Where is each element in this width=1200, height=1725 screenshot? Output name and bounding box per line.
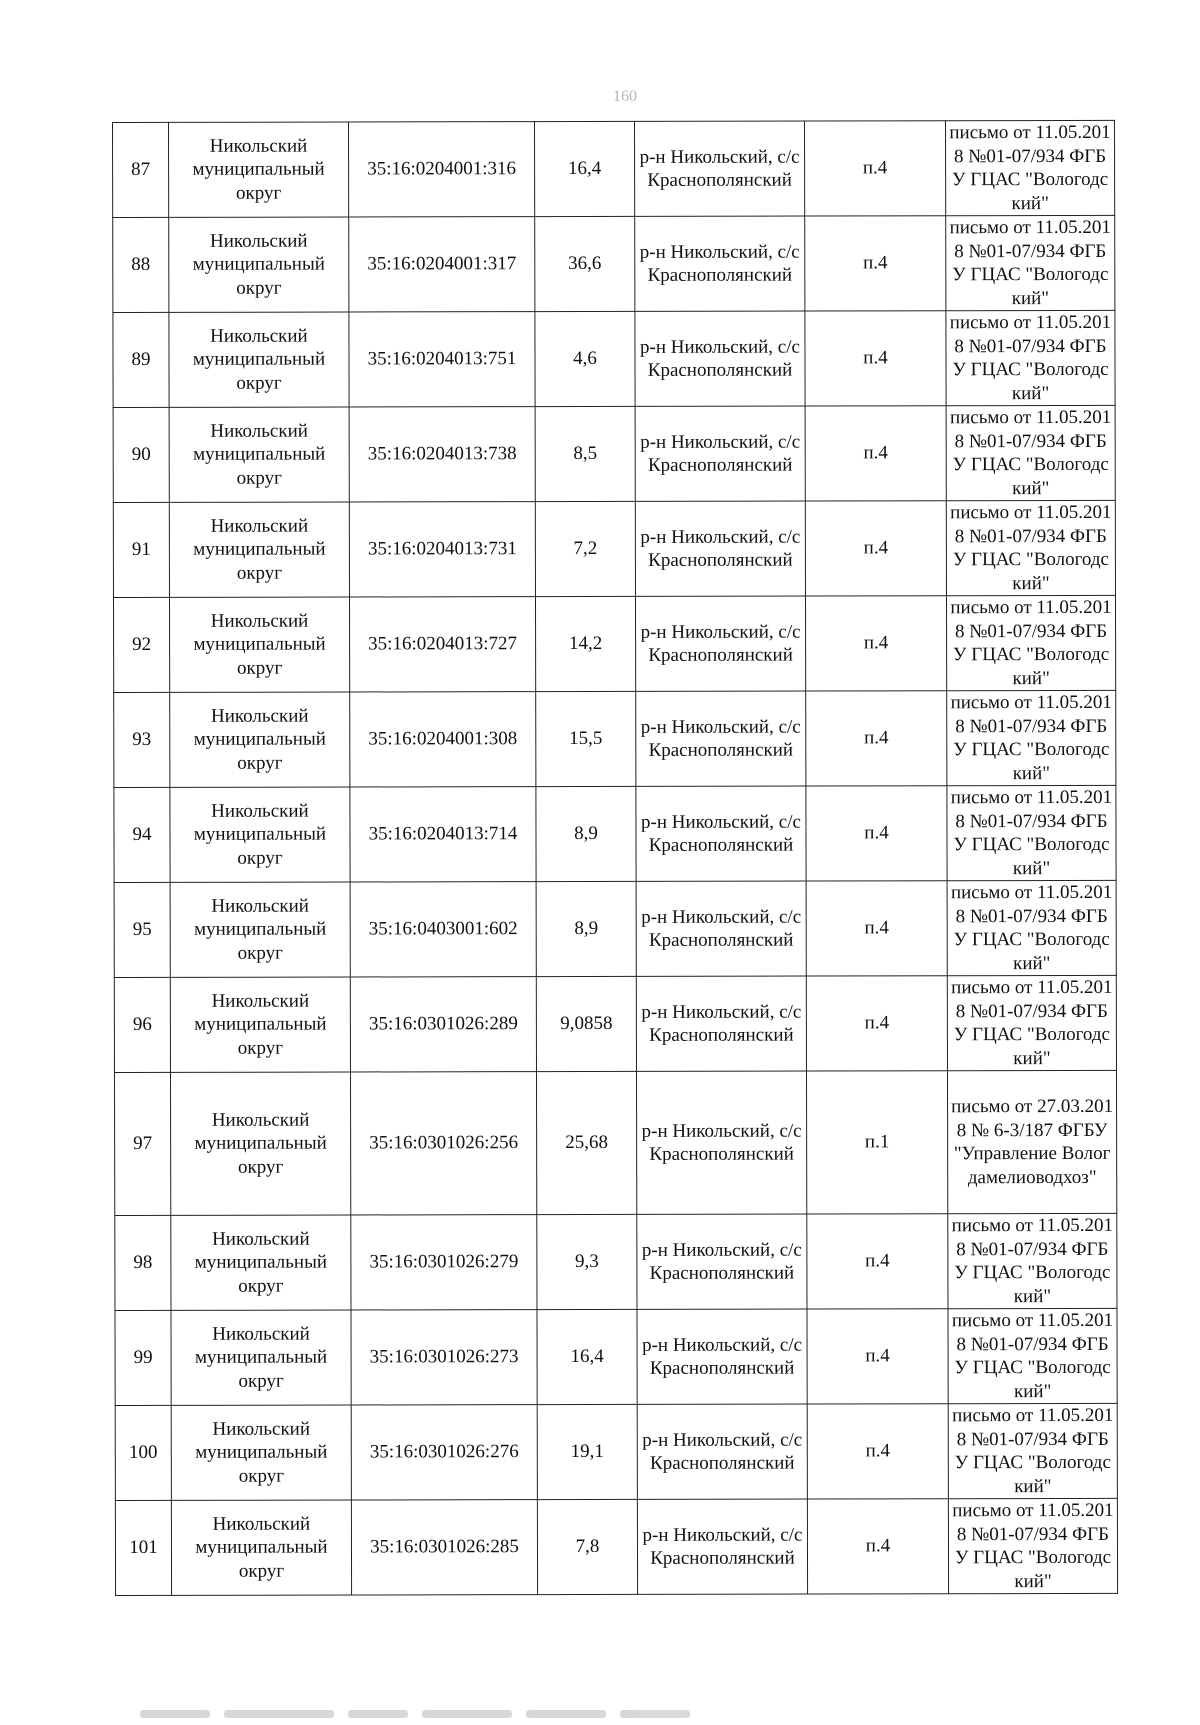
point-cell: п.4 [806, 976, 947, 1071]
row-number: 97 [114, 1072, 170, 1215]
point-cell: п.4 [806, 881, 947, 976]
basis-cell: письмо от 11.05.2018 №01-07/934 ФГБУ ГЦАС "Вологодский" [946, 500, 1115, 595]
basis-cell: письмо от 11.05.2018 №01-07/934 ФГБУ ГЦАС "Вологодский" [948, 1403, 1117, 1498]
table-row [113, 120, 1115, 217]
location-cell: р-н Никольский, с/с Краснополянский [637, 1404, 807, 1499]
location-cell: р-н Никольский, с/с Краснополянский [634, 121, 804, 216]
owner-cell: Никольский муниципальный округ [171, 1405, 351, 1500]
location-cell: р-н Никольский, с/с Краснополянский [636, 786, 806, 881]
table-row [115, 1213, 1117, 1310]
table-row [113, 310, 1115, 407]
owner-cell: Никольский муниципальный округ [170, 882, 350, 977]
area-cell: 16,4 [535, 121, 635, 216]
owner-cell: Никольский муниципальный округ [171, 1500, 351, 1595]
row-number: 98 [115, 1215, 171, 1310]
point-cell: п.4 [806, 691, 947, 786]
owner-cell: Никольский муниципальный округ [170, 787, 350, 882]
point-cell: п.4 [807, 1499, 948, 1594]
cadastral-number: 35:16:0301026:276 [351, 1405, 537, 1500]
owner-cell: Никольский муниципальный округ [169, 122, 349, 217]
point-cell: п.4 [805, 311, 946, 406]
cadastral-number: 35:16:0204013:751 [349, 312, 535, 407]
location-cell: р-н Никольский, с/с Краснополянский [637, 1214, 807, 1309]
table-row [115, 1498, 1117, 1595]
table-row [113, 405, 1115, 502]
area-cell: 8,5 [535, 406, 635, 501]
cadastral-number: 35:16:0301026:256 [350, 1072, 536, 1215]
area-cell: 8,9 [536, 786, 636, 881]
location-cell: р-н Никольский, с/с Краснополянский [637, 1499, 807, 1594]
row-number: 88 [113, 217, 169, 312]
area-cell: 7,2 [535, 501, 635, 596]
area-cell: 15,5 [536, 691, 636, 786]
cadastral-number: 35:16:0204013:738 [349, 407, 535, 502]
point-cell: п.4 [806, 786, 947, 881]
owner-cell: Никольский муниципальный округ [171, 1215, 351, 1310]
row-number: 90 [113, 407, 169, 502]
area-cell: 36,6 [535, 216, 635, 311]
basis-cell: письмо от 11.05.2018 №01-07/934 ФГБУ ГЦАС "Вологодский" [946, 595, 1115, 690]
page-number: 160 [613, 88, 637, 105]
point-cell: п.4 [807, 1214, 948, 1309]
location-cell: р-н Никольский, с/с Краснополянский [635, 501, 805, 596]
row-number: 92 [113, 597, 169, 692]
location-cell: р-н Никольский, с/с Краснополянский [635, 596, 805, 691]
basis-cell: письмо от 11.05.2018 №01-07/934 ФГБУ ГЦАС "Вологодский" [946, 215, 1115, 310]
owner-cell: Никольский муниципальный округ [169, 597, 349, 692]
basis-cell: письмо от 11.05.2018 №01-07/934 ФГБУ ГЦАС "Вологодский" [947, 785, 1116, 880]
table-row [113, 215, 1115, 312]
point-cell: п.4 [805, 406, 946, 501]
location-cell: р-н Никольский, с/с Краснополянский [636, 976, 806, 1071]
row-number: 93 [114, 692, 170, 787]
owner-cell: Никольский муниципальный округ [171, 1310, 351, 1405]
point-cell: п.4 [805, 216, 946, 311]
location-cell: р-н Никольский, с/с Краснополянский [635, 406, 805, 501]
cadastral-number: 35:16:0301026:279 [351, 1215, 537, 1310]
area-cell: 16,4 [537, 1309, 637, 1404]
cadastral-number: 35:16:0204001:316 [349, 122, 535, 217]
table-row [114, 690, 1116, 787]
basis-cell: письмо от 11.05.2018 №01-07/934 ФГБУ ГЦАС "Вологодский" [947, 975, 1116, 1070]
table-row [115, 1403, 1117, 1500]
basis-cell: письмо от 11.05.2018 №01-07/934 ФГБУ ГЦАС "Вологодский" [948, 1213, 1117, 1308]
area-cell: 14,2 [535, 596, 635, 691]
table-row [114, 1070, 1116, 1215]
row-number: 100 [115, 1405, 171, 1500]
cadastral-number: 35:16:0204001:308 [350, 692, 536, 787]
point-cell: п.4 [805, 596, 946, 691]
row-number: 95 [114, 882, 170, 977]
basis-cell: письмо от 11.05.2018 №01-07/934 ФГБУ ГЦАС "Вологодский" [946, 310, 1115, 405]
area-cell: 9,3 [537, 1214, 637, 1309]
table-row [115, 1308, 1117, 1405]
cadastral-number: 35:16:0204013:714 [350, 787, 536, 882]
point-cell: п.4 [807, 1404, 948, 1499]
location-cell: р-н Никольский, с/с Краснополянский [636, 691, 806, 786]
cadastral-number: 35:16:0301026:289 [350, 977, 536, 1072]
area-cell: 8,9 [536, 881, 636, 976]
land-plots-table [112, 120, 1118, 1596]
point-cell: п.4 [805, 501, 946, 596]
owner-cell: Никольский муниципальный округ [170, 692, 350, 787]
area-cell: 25,68 [536, 1071, 636, 1214]
table-row [113, 595, 1115, 692]
basis-cell: письмо от 11.05.2018 №01-07/934 ФГБУ ГЦАС "Вологодский" [947, 690, 1116, 785]
table-row [114, 785, 1116, 882]
area-cell: 7,8 [537, 1499, 637, 1594]
owner-cell: Никольский муниципальный округ [169, 407, 349, 502]
cadastral-number: 35:16:0204001:317 [349, 217, 535, 312]
owner-cell: Никольский муниципальный округ [170, 977, 350, 1072]
cadastral-number: 35:16:0301026:273 [351, 1310, 537, 1405]
row-number: 101 [115, 1500, 171, 1595]
owner-cell: Никольский муниципальный округ [169, 217, 349, 312]
point-cell: п.1 [806, 1071, 947, 1214]
point-cell: п.4 [807, 1309, 948, 1404]
table-body [113, 120, 1118, 1595]
table-row [114, 880, 1116, 977]
cadastral-number: 35:16:0204013:727 [349, 597, 535, 692]
area-cell: 4,6 [535, 311, 635, 406]
row-number: 96 [114, 977, 170, 1072]
cadastral-number: 35:16:0403001:602 [350, 882, 536, 977]
basis-cell: письмо от 11.05.2018 №01-07/934 ФГБУ ГЦАС "Вологодский" [947, 880, 1116, 975]
owner-cell: Никольский муниципальный округ [169, 312, 349, 407]
owner-cell: Никольский муниципальный округ [169, 502, 349, 597]
point-cell: п.4 [804, 121, 945, 216]
cadastral-number: 35:16:0204013:731 [349, 502, 535, 597]
basis-cell: письмо от 11.05.2018 №01-07/934 ФГБУ ГЦАС "Вологодский" [946, 405, 1115, 500]
location-cell: р-н Никольский, с/с Краснополянский [635, 216, 805, 311]
row-number: 94 [114, 787, 170, 882]
location-cell: р-н Никольский, с/с Краснополянский [636, 881, 806, 976]
basis-cell: письмо от 11.05.2018 №01-07/934 ФГБУ ГЦАС "Вологодский" [945, 120, 1114, 215]
row-number: 87 [113, 122, 169, 217]
basis-cell: письмо от 11.05.2018 №01-07/934 ФГБУ ГЦАС "Вологодский" [948, 1308, 1117, 1403]
cadastral-number: 35:16:0301026:285 [351, 1500, 537, 1595]
row-number: 99 [115, 1310, 171, 1405]
basis-cell: письмо от 27.03.2018 № 6-3/187 ФГБУ "Управление Вологдамелиоводхоз" [947, 1070, 1116, 1213]
area-cell: 19,1 [537, 1404, 637, 1499]
row-number: 91 [113, 502, 169, 597]
footer-scanned-text [140, 1710, 700, 1722]
table-row [114, 975, 1116, 1072]
location-cell: р-н Никольский, с/с Краснополянский [635, 311, 805, 406]
table-row [113, 500, 1115, 597]
location-cell: р-н Никольский, с/с Краснополянский [636, 1071, 806, 1214]
row-number: 89 [113, 312, 169, 407]
location-cell: р-н Никольский, с/с Краснополянский [637, 1309, 807, 1404]
owner-cell: Никольский муниципальный округ [170, 1072, 350, 1215]
area-cell: 9,0858 [536, 976, 636, 1071]
basis-cell: письмо от 11.05.2018 №01-07/934 ФГБУ ГЦАС "Вологодский" [948, 1498, 1117, 1593]
